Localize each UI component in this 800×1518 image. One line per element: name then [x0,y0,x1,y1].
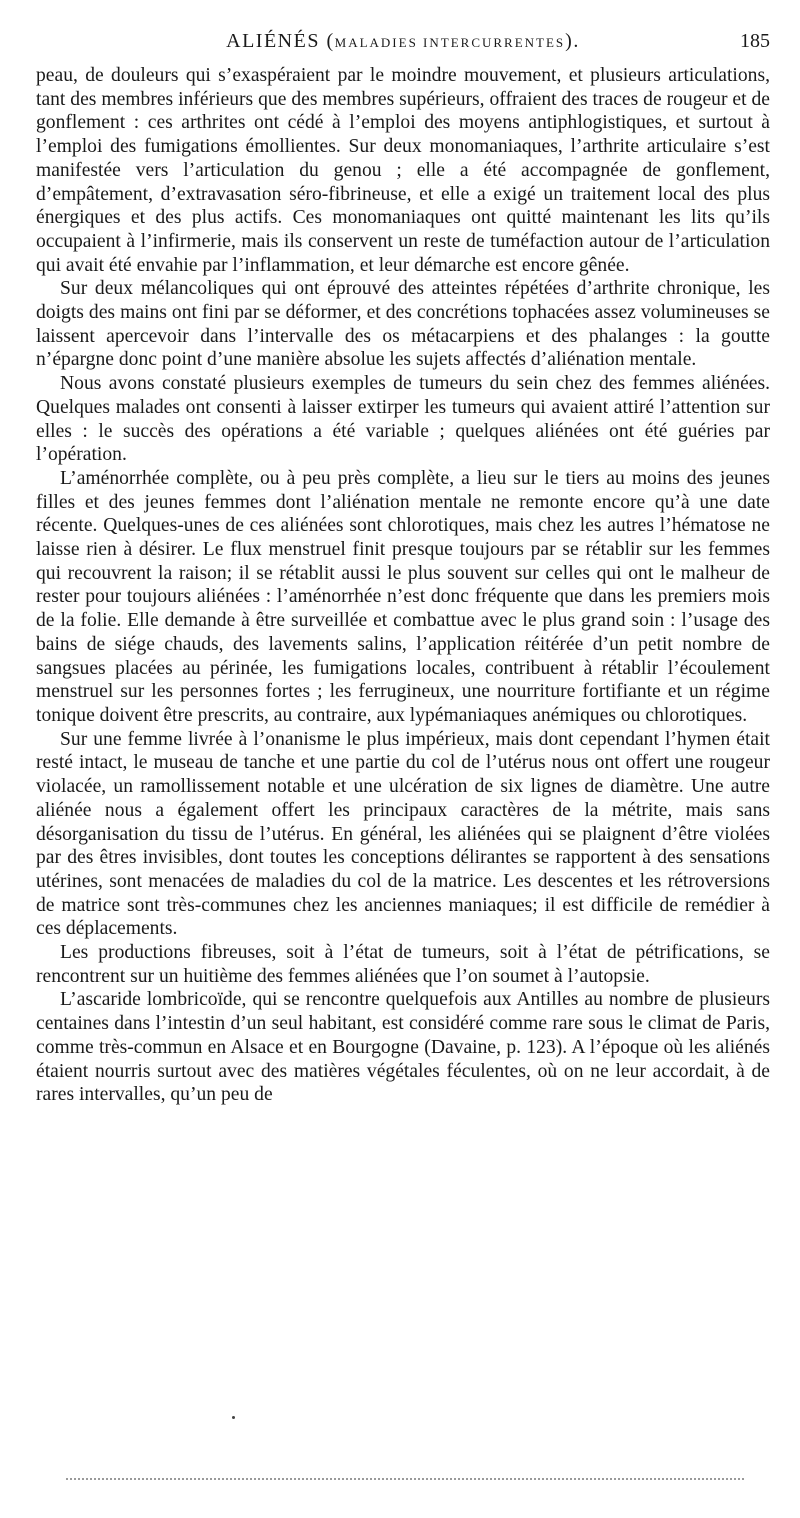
footer-dotted-rule [66,1478,744,1480]
paragraph: Sur une femme livrée à l’onanisme le plus impérieux, mais dont cependant l’hymen était resté intact, le museau de tanche et une partie du col de l’utérus nous ont offert une rougeur violacée, un ramollissement notable et une ulcération de six lignes de diamètre. Une autre aliénée nous a également offert les principaux caractères de la métrite, mais sans désorganisation du tissu de l’utérus. En général, les aliénées qui se plaignent d’être violées par des êtres invisibles, dont toutes les conceptions délirantes se rapportent à des sensations utérines, sont menacées de maladies du col de la matrice. Les descentes et les rétroversions de matrice sont très-communes chez les anciennes maniaques; il est difficile de remédier à ces déplacements. [36,728,770,940]
header-paren-close: ). [565,30,580,52]
header-title: ALIÉNÉS [226,30,320,52]
header-subtitle: MALADIES INTERCURRENTES [334,35,566,50]
paragraph: peau, de douleurs qui s’exaspéraient par le moindre mouvement, et plusieurs articulations, tant des membres inférieurs que des membres supérieurs, offraient des traces de rougeur et de gonflement : ces arthrites ont cédé à l’emploi des moyens antiphlogistiques, et surtout à l’emploi des fumigations émollientes. Sur deux monomaniaques, l’arthrite articulaire s’est manifestée vers l’articulation du genou ; elle a été accompagnée de gonflement, d’empâtement, d’extravasation séro-fibrineuse, et elle a exigé un traitement local des plus énergiques et des plus actifs. Ces monomaniaques ont quitté maintenant les lits qu’ils occupaient à l’infirmerie, mais ils conservent un reste de tuméfaction autour de l’articulation qui avait été envahie par l’inflammation, et leur démarche est encore gênée. [36,65,770,276]
paragraph: L’aménorrhée complète, ou à peu près complète, a lieu sur le tiers au moins des jeunes filles et des jeunes femmes dont l’aliénation mentale ne remonte encore qu’à une date récente. Quelques-unes de ces aliénées sont chlorotiques, mais chez les autres l’hématose ne laisse rien à désirer. Le flux menstruel finit presque toujours par se rétablir sur les femmes qui recouvrent la raison; il se rétablit aussi le plus souvent sur celles qui ont le malheur de rester pour toujours aliénées : l’aménorrhée n’est donc fréquente que dans les premiers mois de la folie. Elle demande à être surveillée et combattue avec le plus grand soin : l’usage des bains de siége chauds, des lavements salins, l’application réitérée d’un petit nombre de sangsues placées au périnée, les fumigations locales, contribuent à rétablir l’écoulement menstruel sur les personnes fortes ; les ferrugineux, une nourriture fortifiante et un régime tonique doivent être prescrits, au contraire, aux lypémaniaques anémiques ou chlorotiques. [36,467,770,726]
print-speck [232,1416,235,1419]
paragraph: Sur deux mélancoliques qui ont éprouvé des atteintes répétées d’arthrite chronique, les doigts des mains ont fini par se déformer, et des concrétions tophacées assez volumineuses se laissent apercevoir dans l’intervalle des os métacarpiens et des phalanges : la goutte n’épargne donc point d’une manière absolue les sujets affectés d’aliénation mentale. [36,278,770,371]
paragraph: L’ascaride lombricoïde, qui se rencontre quelquefois aux Antilles au nombre de plusieurs centaines dans l’intestin d’un seul habitant, est considéré comme rare sous le climat de Paris, comme très-commun en Alsace et en Bourgogne (Davaine, p. 123). A l’époque où les aliénés étaient nourris surtout avec des matières végétales féculentes, où on ne leur accordait, à de rares intervalles, qu’un peu de [36,989,770,1106]
body-text [36,64,770,1107]
running-header [36,30,770,64]
paragraph: Nous avons constaté plusieurs exemples de tumeurs du sein chez des femmes aliénées. Quelques malades ont consenti à laisser extirper les tumeurs qui avaient attiré l’attention sur elles : le succès des opérations a été variable ; quelques aliénées ont été guéries par l’opération. [36,373,770,466]
page-number: 185 [740,30,770,52]
header-paren-open: ( [319,30,335,52]
running-title [36,30,770,53]
paragraph: Les productions fibreuses, soit à l’état de tumeurs, soit à l’état de pétrifications, se rencontrent sur un huitième des femmes aliénées que l’on soumet à l’autopsie. [36,942,770,987]
